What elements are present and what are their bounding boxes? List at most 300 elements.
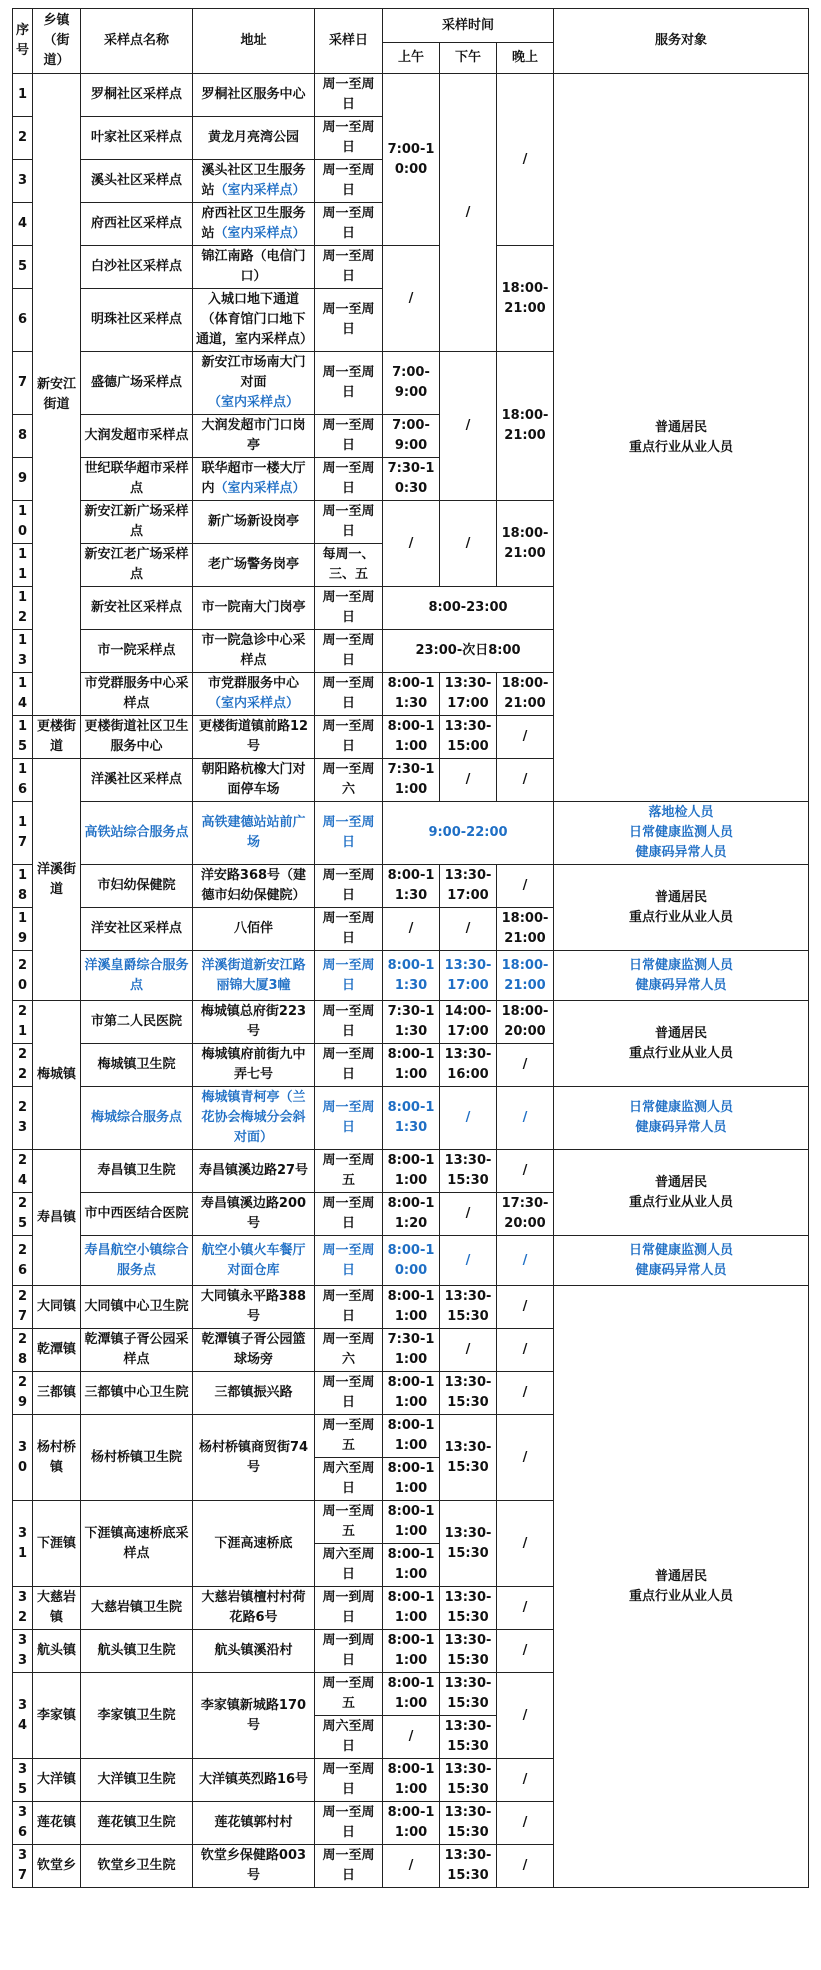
site-address (193, 1372, 315, 1415)
site-address (193, 1044, 315, 1087)
sampling-day: 周一至周日 (315, 458, 383, 501)
site-name: 新安社区采样点 (81, 587, 193, 630)
site-address (193, 673, 315, 716)
sampling-day: 周一至周日 (315, 289, 383, 352)
site-address (193, 289, 315, 352)
row-number: 8 (13, 415, 33, 458)
sampling-day: 周一至周五 (315, 1150, 383, 1193)
address-text: 莲花镇郭村村 (214, 1815, 293, 1830)
time-pm: 14:00-17:00 (440, 1001, 497, 1044)
header-town: 乡镇（街道） (33, 9, 81, 74)
time-eve: 17:30-20:00 (497, 1193, 554, 1236)
site-name: 大洋镇卫生院 (81, 1759, 193, 1802)
sampling-day: 周一至周日 (315, 117, 383, 160)
sampling-day: 周一至周日 (315, 673, 383, 716)
time-am: 8:00-11:00 (383, 1759, 440, 1802)
time-am: 8:00-11:00 (383, 1458, 440, 1501)
row-number: 9 (13, 458, 33, 501)
site-name: 市妇幼保健院 (81, 865, 193, 908)
time-eve: / (497, 865, 554, 908)
address-text: 洋溪街道新安江路丽锦大厦3幢 (201, 957, 306, 993)
site-name: 洋溪皇爵综合服务点 (81, 951, 193, 1001)
address-text: 新广场新设岗亭 (207, 514, 299, 529)
header-day: 采样日 (315, 9, 383, 74)
time-am: 7:30-11:00 (383, 1329, 440, 1372)
time-pm: / (440, 908, 497, 951)
time-eve: / (497, 716, 554, 759)
address-text: 洋安路368号（建德市妇幼保健院） (200, 868, 307, 903)
address-text: 乾潭镇子胥公园篮球场旁 (201, 1332, 306, 1367)
site-address (193, 1087, 315, 1150)
time-eve: 18:00-21:00 (497, 673, 554, 716)
time-eve: 18:00-21:00 (497, 246, 554, 352)
site-address (193, 352, 315, 415)
address-text: 大慈岩镇檀村村荷花路6号 (201, 1590, 306, 1625)
row-number: 17 (13, 802, 33, 865)
time-am: 8:00-11:00 (383, 1415, 440, 1458)
row-number: 24 (13, 1150, 33, 1193)
time-eve: 18:00-20:00 (497, 1001, 554, 1044)
site-address (193, 908, 315, 951)
sampling-day: 周一至周日 (315, 203, 383, 246)
address-text: 杨村桥镇商贸街74号 (198, 1439, 309, 1475)
row-number: 20 (13, 951, 33, 1001)
site-address (193, 1845, 315, 1888)
sampling-schedule-table (12, 8, 809, 1888)
site-name: 洋安社区采样点 (81, 908, 193, 951)
time-am: / (383, 908, 440, 951)
site-address (193, 951, 315, 1001)
site-name: 白沙社区采样点 (81, 246, 193, 289)
site-name: 溪头社区采样点 (81, 160, 193, 203)
row-number: 35 (13, 1759, 33, 1802)
town-name: 大慈岩镇 (33, 1587, 81, 1630)
site-address (193, 759, 315, 802)
town-name: 李家镇 (33, 1673, 81, 1759)
indoor-note: （室内采样点） (214, 481, 306, 496)
site-address (193, 1673, 315, 1759)
address-text: 大同镇永平路388号 (200, 1289, 307, 1324)
table-row (13, 1087, 809, 1150)
town-name: 钦堂乡 (33, 1845, 81, 1888)
time-pm: 13:30-15:30 (440, 1372, 497, 1415)
address-text: 大润发超市门口岗亭 (201, 418, 306, 453)
site-address (193, 1587, 315, 1630)
site-name: 盛德广场采样点 (81, 352, 193, 415)
time-am: 8:00-11:30 (383, 865, 440, 908)
site-name: 梅城综合服务点 (81, 1087, 193, 1150)
sampling-day: 周一至周日 (315, 160, 383, 203)
service-target: 普通居民 重点行业从业人员 (554, 865, 809, 951)
sampling-day: 周一至周日 (315, 501, 383, 544)
site-name: 航头镇卫生院 (81, 1630, 193, 1673)
address-text: 溪头社区卫生服务站 (201, 163, 306, 198)
header-pm: 下午 (440, 43, 497, 74)
time-am: 8:00-11:30 (383, 951, 440, 1001)
site-address (193, 1193, 315, 1236)
header-am: 上午 (383, 43, 440, 74)
sampling-day: 周一至周日 (315, 1193, 383, 1236)
time-eve: / (497, 74, 554, 246)
sampling-day: 周一至周六 (315, 759, 383, 802)
row-number: 18 (13, 865, 33, 908)
header-eve: 晚上 (497, 43, 554, 74)
sampling-day: 周一至周日 (315, 246, 383, 289)
site-name: 市第二人民医院 (81, 1001, 193, 1044)
site-address (193, 1001, 315, 1044)
town-name: 洋溪街道 (33, 759, 81, 1001)
time-am: / (383, 1845, 440, 1888)
site-name: 高铁站综合服务点 (81, 802, 193, 865)
town-name: 乾潭镇 (33, 1329, 81, 1372)
sampling-day: 周一至周日 (315, 1372, 383, 1415)
site-name: 市一院采样点 (81, 630, 193, 673)
site-address (193, 501, 315, 544)
time-am: 8:00-11:00 (383, 1544, 440, 1587)
site-name: 寿昌镇卫生院 (81, 1150, 193, 1193)
time-pm: 13:30-15:30 (440, 1845, 497, 1888)
time-eve: / (497, 1372, 554, 1415)
indoor-note: （室内采样点） (207, 395, 299, 410)
site-address (193, 117, 315, 160)
row-number: 7 (13, 352, 33, 415)
sampling-day: 周一到周日 (315, 1630, 383, 1673)
service-target: 日常健康监测人员 健康码异常人员 (554, 951, 809, 1001)
time-pm: 13:30-17:00 (440, 673, 497, 716)
time-am: / (383, 1716, 440, 1759)
time-eve: 18:00-21:00 (497, 951, 554, 1001)
time-pm: / (440, 759, 497, 802)
site-name: 寿昌航空小镇综合服务点 (81, 1236, 193, 1286)
time-eve: / (497, 1673, 554, 1759)
time-am: 8:00-11:00 (383, 716, 440, 759)
time-eve: / (497, 759, 554, 802)
site-address (193, 1630, 315, 1673)
address-text: 入城口地下通道（体育馆门口地下通道，室内采样点） (196, 292, 314, 347)
sampling-day: 周一至周日 (315, 415, 383, 458)
row-number: 31 (13, 1501, 33, 1587)
site-address (193, 1150, 315, 1193)
site-name: 乾潭镇子胥公园采样点 (81, 1329, 193, 1372)
site-name: 市中西医结合医院 (81, 1193, 193, 1236)
table-row (13, 1286, 809, 1329)
time-eve: / (497, 1802, 554, 1845)
address-text: 联华超市一楼大厅内 (201, 461, 306, 496)
sampling-day: 周一至周日 (315, 1001, 383, 1044)
time-eve: / (497, 1286, 554, 1329)
site-address (193, 1415, 315, 1501)
sampling-day: 每周一、三、五 (315, 544, 383, 587)
row-number: 34 (13, 1673, 33, 1759)
indoor-note: （室内采样点） (207, 696, 299, 711)
address-text: 朝阳路杭橡大门对面停车场 (201, 762, 306, 797)
site-address (193, 1236, 315, 1286)
time-pm: 13:30-15:30 (440, 1415, 497, 1501)
site-name: 世纪联华超市采样点 (81, 458, 193, 501)
time-am: 7:30-11:00 (383, 759, 440, 802)
time-eve: / (497, 1415, 554, 1501)
row-number: 33 (13, 1630, 33, 1673)
sampling-day: 周一至周日 (315, 1802, 383, 1845)
time-eve: / (497, 1044, 554, 1087)
sampling-day: 周六至周日 (315, 1458, 383, 1501)
site-address (193, 160, 315, 203)
sampling-day: 周一至周日 (315, 908, 383, 951)
time-pm: 13:30-15:30 (440, 1587, 497, 1630)
header-address: 地址 (193, 9, 315, 74)
address-text: 钦堂乡保健路003号 (200, 1848, 307, 1883)
sampling-day: 周一至周日 (315, 630, 383, 673)
site-name: 新安江老广场采样点 (81, 544, 193, 587)
time-eve: / (497, 1845, 554, 1888)
table-row (13, 1236, 809, 1286)
sampling-day: 周一至周六 (315, 1329, 383, 1372)
address-text: 市党群服务中心 (207, 676, 299, 691)
town-name: 大洋镇 (33, 1759, 81, 1802)
row-number: 5 (13, 246, 33, 289)
row-number: 21 (13, 1001, 33, 1044)
time-am: 8:00-10:00 (383, 1236, 440, 1286)
indoor-note: （室内采样点） (214, 226, 306, 241)
address-text: 老广场警务岗亭 (207, 557, 299, 572)
time-pm: / (440, 501, 497, 587)
row-number: 12 (13, 587, 33, 630)
time-eve: 18:00-21:00 (497, 352, 554, 501)
address-text: 航空小镇火车餐厅对面仓库 (201, 1242, 306, 1278)
site-name: 新安江新广场采样点 (81, 501, 193, 544)
address-text: 寿昌镇溪边路200号 (200, 1196, 307, 1231)
town-name: 新安江街道 (33, 74, 81, 716)
time-eve: 18:00-21:00 (497, 501, 554, 587)
indoor-note: （室内采样点） (214, 183, 306, 198)
service-target: 普通居民 重点行业从业人员 (554, 1150, 809, 1236)
address-text: 新安江市场南大门对面 (201, 355, 306, 390)
site-address (193, 1501, 315, 1587)
site-address (193, 716, 315, 759)
town-name: 杨村桥镇 (33, 1415, 81, 1501)
service-target: 普通居民 重点行业从业人员 (554, 1001, 809, 1087)
site-name: 杨村桥镇卫生院 (81, 1415, 193, 1501)
header-time: 采样时间 (383, 9, 554, 43)
address-text: 锦江南路（电信门口） (201, 249, 306, 284)
address-text: 大洋镇英烈路16号 (198, 1772, 309, 1787)
time-pm: / (440, 1087, 497, 1150)
site-name: 梅城镇卫生院 (81, 1044, 193, 1087)
service-target: 普通居民 重点行业从业人员 (554, 74, 809, 802)
site-name: 莲花镇卫生院 (81, 1802, 193, 1845)
time-am: 7:00-10:00 (383, 74, 440, 246)
time-am: 8:00-11:00 (383, 1372, 440, 1415)
sampling-day: 周一到周日 (315, 1587, 383, 1630)
time-eve: / (497, 1630, 554, 1673)
row-number: 32 (13, 1587, 33, 1630)
row-number: 3 (13, 160, 33, 203)
time-eve: / (497, 1236, 554, 1286)
service-target: 落地检人员 日常健康监测人员 健康码异常人员 (554, 802, 809, 865)
site-name: 市党群服务中心采样点 (81, 673, 193, 716)
sampling-day: 周一至周五 (315, 1415, 383, 1458)
time-span: 23:00-次日8:00 (383, 630, 554, 673)
time-am: 8:00-11:00 (383, 1630, 440, 1673)
table-row (13, 74, 809, 117)
sampling-day: 周一至周日 (315, 1087, 383, 1150)
row-number: 11 (13, 544, 33, 587)
table-row (13, 951, 809, 1001)
table-row (13, 1001, 809, 1044)
sampling-day: 周六至周日 (315, 1716, 383, 1759)
sampling-day: 周一至周日 (315, 716, 383, 759)
time-am: 8:00-11:00 (383, 1044, 440, 1087)
sampling-day: 周一至周日 (315, 74, 383, 117)
address-text: 高铁建德站站前广场 (201, 815, 306, 850)
service-target: 日常健康监测人员 健康码异常人员 (554, 1087, 809, 1150)
sampling-day: 周一至周日 (315, 1286, 383, 1329)
row-number: 23 (13, 1087, 33, 1150)
row-number: 25 (13, 1193, 33, 1236)
time-pm: 13:30-15:30 (440, 1150, 497, 1193)
site-name: 李家镇卫生院 (81, 1673, 193, 1759)
time-eve: 18:00-21:00 (497, 908, 554, 951)
time-pm: 13:30-15:30 (440, 1286, 497, 1329)
site-name: 罗桐社区采样点 (81, 74, 193, 117)
address-text: 三都镇振兴路 (214, 1385, 293, 1400)
service-target: 日常健康监测人员 健康码异常人员 (554, 1236, 809, 1286)
site-address (193, 1329, 315, 1372)
sampling-day: 周一至周日 (315, 802, 383, 865)
sampling-day: 周一至周日 (315, 1845, 383, 1888)
site-name: 明珠社区采样点 (81, 289, 193, 352)
address-text: 航头镇溪沿村 (214, 1643, 293, 1658)
row-number: 14 (13, 673, 33, 716)
row-number: 37 (13, 1845, 33, 1888)
address-text: 下涯高速桥底 (214, 1535, 293, 1551)
time-am: 8:00-11:30 (383, 673, 440, 716)
time-am: 8:00-11:00 (383, 1150, 440, 1193)
time-am: 8:00-11:00 (383, 1673, 440, 1716)
site-name: 大慈岩镇卫生院 (81, 1587, 193, 1630)
row-number: 19 (13, 908, 33, 951)
row-number: 4 (13, 203, 33, 246)
sampling-day: 周一至周五 (315, 1673, 383, 1716)
site-address (193, 865, 315, 908)
time-am: 7:30-10:30 (383, 458, 440, 501)
row-number: 15 (13, 716, 33, 759)
site-address (193, 415, 315, 458)
site-address (193, 544, 315, 587)
row-number: 29 (13, 1372, 33, 1415)
time-pm: 13:30-16:00 (440, 1044, 497, 1087)
row-number: 1 (13, 74, 33, 117)
row-number: 30 (13, 1415, 33, 1501)
sampling-day: 周一至周日 (315, 1759, 383, 1802)
town-name: 大同镇 (33, 1286, 81, 1329)
time-pm: / (440, 352, 497, 501)
row-number: 27 (13, 1286, 33, 1329)
site-name: 下涯镇高速桥底采样点 (81, 1501, 193, 1587)
header-target: 服务对象 (554, 9, 809, 74)
town-name: 莲花镇 (33, 1802, 81, 1845)
address-text: 府西社区卫生服务站 (201, 206, 306, 241)
town-name: 下涯镇 (33, 1501, 81, 1587)
site-address (193, 458, 315, 501)
time-pm: 13:30-15:00 (440, 716, 497, 759)
town-name: 寿昌镇 (33, 1150, 81, 1286)
time-am: 8:00-11:00 (383, 1802, 440, 1845)
time-pm: 13:30-15:30 (440, 1716, 497, 1759)
row-number: 6 (13, 289, 33, 352)
address-text: 市一院南大门岗亭 (201, 600, 306, 615)
time-eve: / (497, 1587, 554, 1630)
site-name: 钦堂乡卫生院 (81, 1845, 193, 1888)
address-text: 李家镇新城路170号 (200, 1697, 307, 1733)
site-address (193, 1286, 315, 1329)
time-eve: / (497, 1501, 554, 1587)
time-pm: 13:30-15:30 (440, 1501, 497, 1587)
time-am: 7:30-11:30 (383, 1001, 440, 1044)
header-site: 采样点名称 (81, 9, 193, 74)
site-name: 叶家社区采样点 (81, 117, 193, 160)
time-eve: / (497, 1759, 554, 1802)
site-address (193, 203, 315, 246)
service-target: 普通居民 重点行业从业人员 (554, 1286, 809, 1888)
time-pm: 13:30-15:30 (440, 1759, 497, 1802)
address-text: 市一院急诊中心采样点 (201, 633, 306, 668)
address-text: 更楼街道镇前路12号 (198, 719, 309, 754)
sampling-day: 周一至周日 (315, 1236, 383, 1286)
site-name: 大同镇中心卫生院 (81, 1286, 193, 1329)
sampling-day: 周一至周日 (315, 1044, 383, 1087)
site-address (193, 74, 315, 117)
address-text: 梅城镇总府街223号 (200, 1004, 307, 1039)
row-number: 16 (13, 759, 33, 802)
site-name: 洋溪社区采样点 (81, 759, 193, 802)
time-am: 8:00-11:30 (383, 1087, 440, 1150)
sampling-day: 周一至周日 (315, 587, 383, 630)
time-pm: 13:30-17:00 (440, 865, 497, 908)
time-span: 9:00-22:00 (383, 802, 554, 865)
time-pm: 13:30-17:00 (440, 951, 497, 1001)
row-number: 36 (13, 1802, 33, 1845)
time-pm: / (440, 1193, 497, 1236)
address-text: 梅城镇府前街九中弄七号 (201, 1047, 306, 1082)
sampling-day: 周六至周日 (315, 1544, 383, 1587)
row-number: 22 (13, 1044, 33, 1087)
site-address (193, 246, 315, 289)
row-number: 2 (13, 117, 33, 160)
time-am: 8:00-11:00 (383, 1286, 440, 1329)
sampling-day: 周一至周日 (315, 951, 383, 1001)
town-name: 更楼街道 (33, 716, 81, 759)
time-am: / (383, 501, 440, 587)
time-pm: 13:30-15:30 (440, 1630, 497, 1673)
time-am: 8:00-11:00 (383, 1587, 440, 1630)
site-name: 大润发超市采样点 (81, 415, 193, 458)
site-address (193, 587, 315, 630)
row-number: 13 (13, 630, 33, 673)
time-am: / (383, 246, 440, 352)
time-eve: / (497, 1329, 554, 1372)
site-address (193, 1759, 315, 1802)
site-address (193, 1802, 315, 1845)
address-text: 罗桐社区服务中心 (201, 87, 306, 102)
table-row (13, 1150, 809, 1193)
table-row (13, 802, 809, 865)
time-pm: / (440, 1329, 497, 1372)
time-pm: / (440, 74, 497, 352)
site-name: 更楼街道社区卫生服务中心 (81, 716, 193, 759)
address-text: 八佰伴 (233, 921, 273, 936)
time-eve: / (497, 1087, 554, 1150)
